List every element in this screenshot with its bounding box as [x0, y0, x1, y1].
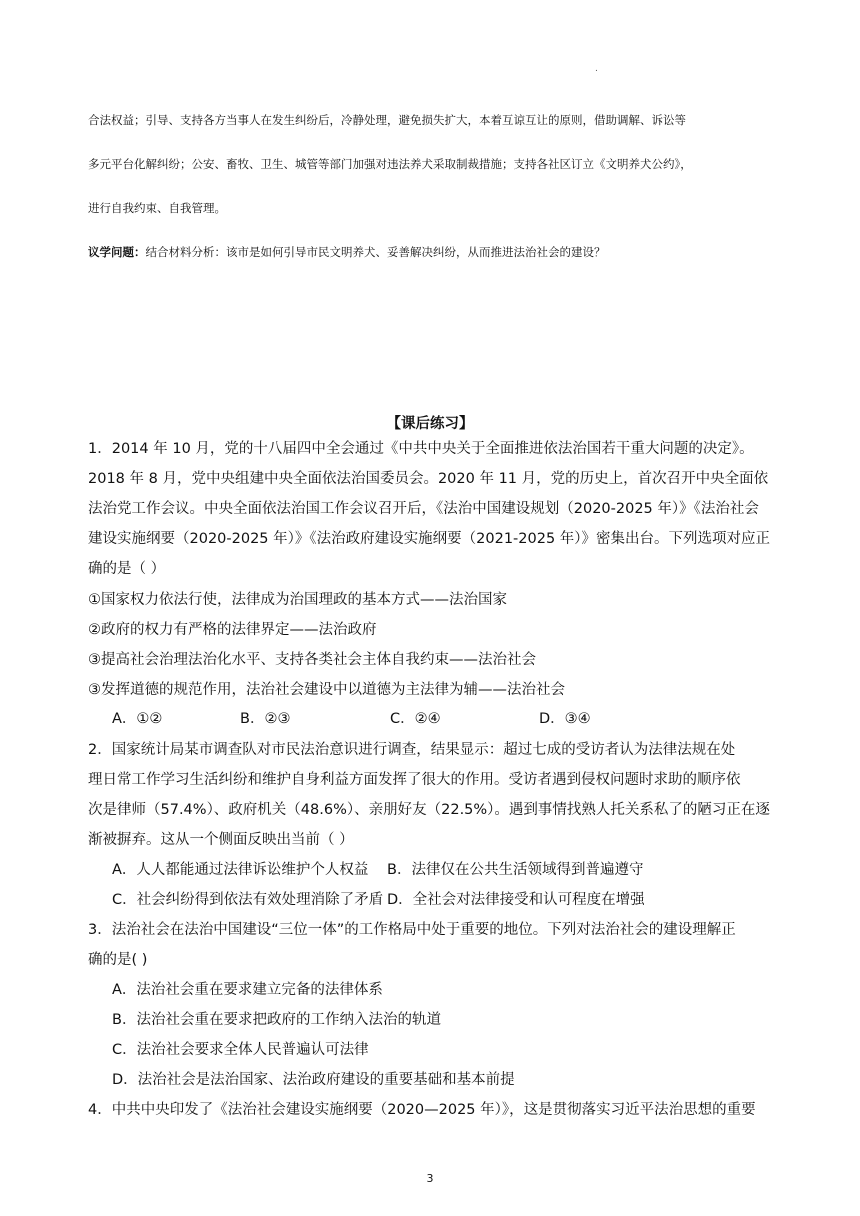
q3-option-d[interactable]: D．法治社会是法治国家、法治政府建设的重要基础和基本前提 [112, 1072, 515, 1088]
section-title: 【课后练习】 [386, 416, 474, 432]
q3-stem-line: 3．法治社会在法治中国建设“三位一体”的工作格局中处于重要的地位。下列对法治社会的建设理解正 [88, 922, 736, 938]
material-line: 合法权益；引导、支持各方当事人在发生纠纷后，冷静处理，避免损失扩大，本着互谅互让的原则，借助调解、诉讼等 [88, 113, 686, 127]
q1-stem-line: 确的是（ ） [88, 561, 166, 577]
q3-stem-line: 确的是( ) [88, 952, 148, 968]
q1-stem-line: 法治党工作会议。中央全面依法治国工作会议召开后，《法治中国建设规划（2020-2025 年）》《法治社会 [88, 501, 759, 517]
q1-stem-line: 2018 年 8 月，党中央组建中央全面依法治国委员会。2020 年 11 月，党的历史上，首次召开中央全面依 [88, 471, 769, 487]
q1-option-c[interactable]: C．②④ [390, 711, 441, 727]
q1-stem-line: 建设实施纲要（2020-2025 年）》《法治政府建设实施纲要（2021-2025 年）》密集出台。下列选项对应正 [88, 531, 771, 547]
q2-stem-line: 2．国家统计局某市调查队对市民法治意识进行调查，结果显示：超过七成的受访者认为法律法规在处 [88, 742, 736, 758]
q2-stem-line: 次是律师（57.4%）、政府机关（48.6%）、亲朋好友（22.5%）。遇到事情找熟人托关系私了的陋习正在逐 [88, 802, 770, 818]
q3-option-c[interactable]: C．法治社会要求全体人民普遍认可法律 [112, 1042, 369, 1058]
q2-stem-line: 理日常工作学习生活纠纷和维护自身利益方面发挥了很大的作用。受访者遇到侵权问题时求助的顺序依 [88, 772, 741, 788]
question-label: 议学问题： [88, 245, 146, 259]
question-text: 结合材料分析：该市是如何引导市民文明养犬、妥善解决纠纷，从而推进法治社会的建设？ [145, 245, 606, 259]
q2-stem-line: 渐被摒弃。这从一个侧面反映出当前（ ） [88, 832, 354, 848]
material-line: 多元平台化解纠纷；公安、畜牧、卫生、城管等部门加强对违法养犬采取制裁措施；支持各社区订立《文明养犬公约》， [88, 157, 692, 171]
q1-item: ③提高社会治理法治化水平、支持各类社会主体自我约束——法治社会 [88, 652, 536, 668]
q4-stem-line: 4．中共中央印发了《法治社会建设实施纲要（2020—2025 年）》，这是贯彻落实习近平法治思想的重要 [88, 1102, 756, 1118]
q2-option-c[interactable]: C．社会纠纷得到依法有效处理消除了矛盾 [112, 892, 384, 908]
q1-option-d[interactable]: D．③④ [539, 711, 591, 727]
q1-item: ①国家权力依法行使，法律成为治国理政的基本方式——法治国家 [88, 592, 507, 608]
q1-item: ③发挥道德的规范作用，法治社会建设中以道德为主法律为辅——法治社会 [88, 682, 565, 698]
header-dot: . [595, 64, 598, 74]
q2-option-b[interactable]: B．法律仅在公共生活领域得到普遍遵守 [387, 862, 644, 878]
q2-option-a[interactable]: A．人人都能通过法律诉讼维护个人权益 [112, 862, 369, 878]
discussion-question [88, 244, 606, 260]
page-number: 3 [426, 1172, 434, 1185]
q1-item: ②政府的权力有严格的法律界定——法治政府 [88, 622, 377, 638]
q2-option-d[interactable]: D．全社会对法律接受和认可程度在增强 [387, 892, 645, 908]
q1-option-b[interactable]: B．②③ [240, 711, 291, 727]
q3-option-a[interactable]: A．法治社会重在要求建立完备的法律体系 [112, 982, 383, 998]
q3-option-b[interactable]: B．法治社会重在要求把政府的工作纳入法治的轨道 [112, 1012, 441, 1028]
q1-option-a[interactable]: A．①② [112, 711, 163, 727]
q1-stem-line: 1．2014 年 10 月，党的十八届四中全会通过《中共中央关于全面推进依法治国若干重大问题的决定》。 [88, 441, 754, 457]
material-line: 进行自我约束、自我管理。 [88, 201, 226, 215]
